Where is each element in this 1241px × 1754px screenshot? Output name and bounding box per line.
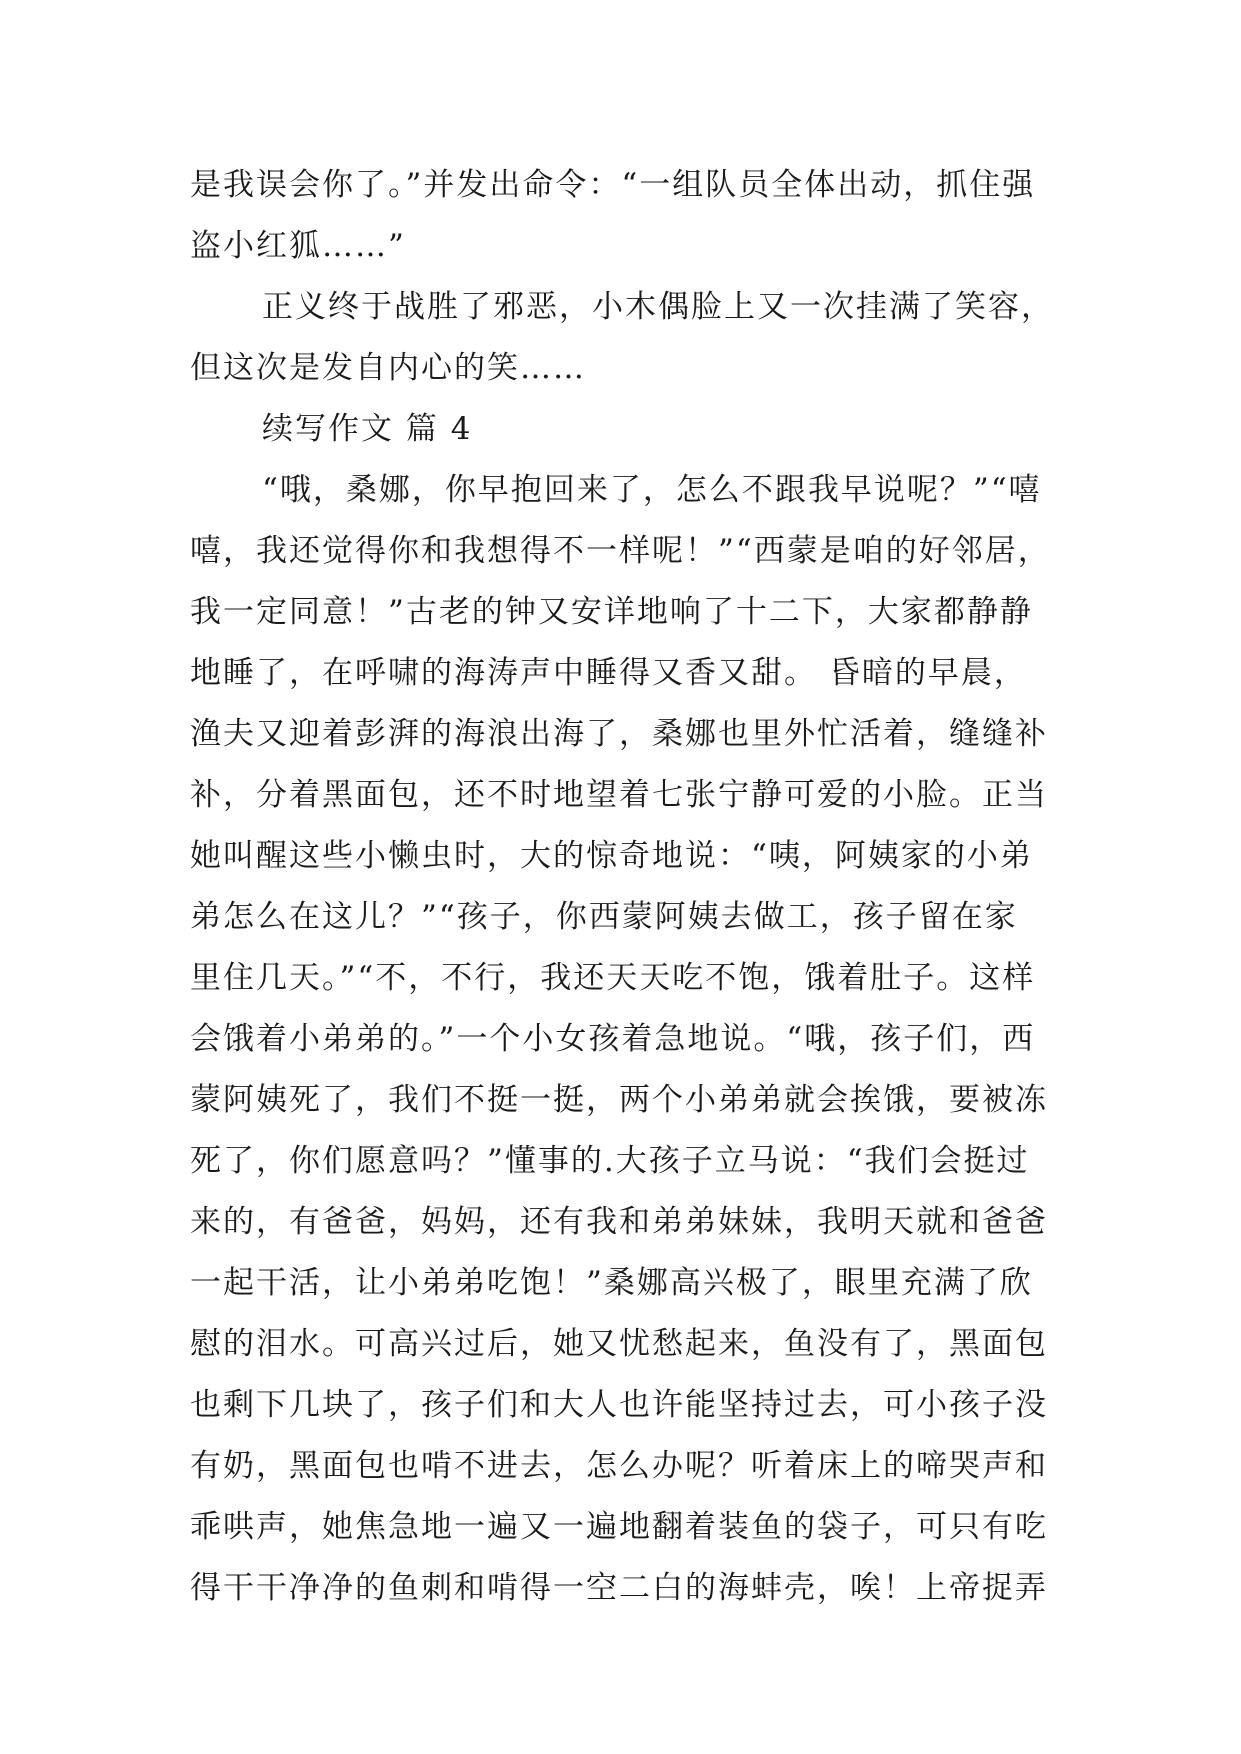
text-line: 一起干活，让小弟弟吃饱！”桑娜高兴极了，眼里充满了欣 bbox=[190, 1265, 1033, 1301]
text-line: 也剩下几块了，孩子们和大人也许能坚持过去，可小孩子没 bbox=[190, 1387, 1048, 1423]
text-line: 慰的泪水。可高兴过后，她又忧愁起来，鱼没有了，黑面包 bbox=[190, 1326, 1048, 1362]
text-line: 是我误会你了。”并发出命令：“一组队员全体出动，抓住强 bbox=[190, 167, 1036, 203]
text-line: 地睡了，在呼啸的海涛声中睡得又香又甜。 昏暗的早晨， bbox=[190, 655, 1027, 691]
text-line: 盗小红狐……” bbox=[190, 228, 406, 264]
paragraph-start-line: “哦，桑娜，你早抱回来了，怎么不跟我早说呢？”“嘻 bbox=[262, 472, 1042, 508]
text-line: 来的，有爸爸，妈妈，还有我和弟弟妹妹，我明天就和爸爸 bbox=[190, 1204, 1048, 1240]
text-line: 会饿着小弟弟的。”一个小女孩着急地说。“哦，孩子们，西 bbox=[190, 1021, 1036, 1057]
text-line: 乖哄声，她焦急地一遍又一遍地翻着装鱼的袋子，可只有吃 bbox=[190, 1509, 1048, 1545]
text-line: 蒙阿姨死了，我们不挺一挺，两个小弟弟就会挨饿，要被冻 bbox=[190, 1082, 1048, 1118]
text-line: 得干干净净的鱼刺和啃得一空二白的海蚌壳，唉！上帝捉弄 bbox=[190, 1570, 1048, 1606]
text-line: 有奶，黑面包也啃不进去，怎么办呢？听着床上的啼哭声和 bbox=[190, 1448, 1048, 1484]
document-body bbox=[190, 155, 1054, 1619]
text-line: 但这次是发自内心的笑…… bbox=[190, 350, 586, 386]
text-line: 里住几天。”“不，不行，我还天天吃不饱，饿着肚子。这样 bbox=[190, 960, 1036, 996]
text-line: 我一定同意！”古老的钟又安详地响了十二下，大家都静静 bbox=[190, 594, 1033, 630]
text-line: 补，分着黑面包，还不时地望着七张宁静可爱的小脸。正当 bbox=[190, 777, 1048, 813]
section-heading: 续写作文 篇 4 bbox=[262, 411, 473, 447]
text-line: 死了，你们愿意吗？”懂事的.大孩子立马说：“我们会挺过 bbox=[190, 1143, 1030, 1179]
paragraph-start-line: 正义终于战胜了邪恶，小木偶脸上又一次挂满了笑容， bbox=[262, 289, 1054, 325]
text-line: 她叫醒这些小懒虫时，大的惊奇地说：“咦，阿姨家的小弟 bbox=[190, 838, 1033, 874]
text-line: 弟怎么在这儿？”“孩子，你西蒙阿姨去做工，孩子留在家 bbox=[190, 899, 1018, 935]
text-line: 渔夫又迎着彭湃的海浪出海了，桑娜也里外忙活着，缝缝补 bbox=[190, 716, 1048, 752]
text-line: 嘻，我还觉得你和我想得不一样呢！”“西蒙是咱的好邻居， bbox=[190, 533, 1051, 569]
